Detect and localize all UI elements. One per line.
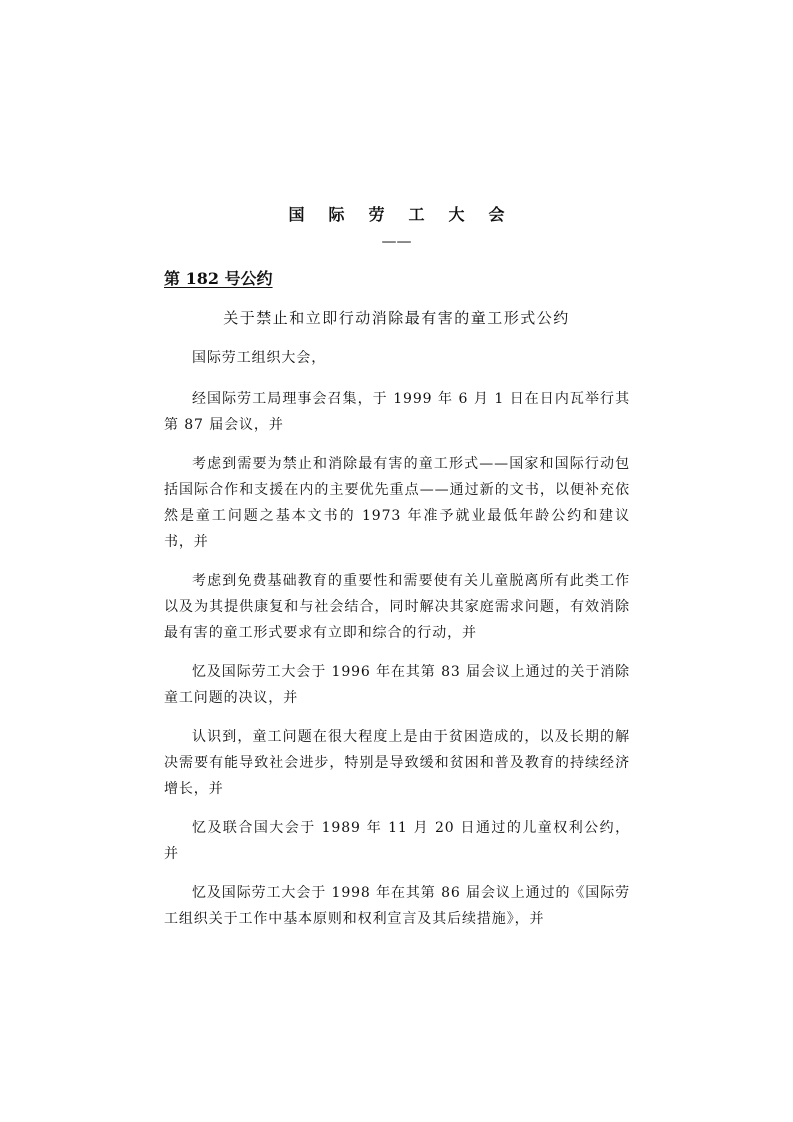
preamble-paragraph: 忆及联合国大会于 1989 年 11 月 20 日通过的儿童权利公约，并 — [164, 820, 630, 862]
convention-title: 关于禁止和立即行动消除最有害的童工形式公约 — [223, 309, 570, 327]
preamble-paragraph: 考虑到免费基础教育的重要性和需要使有关儿童脱离所有此类工作以及为其提供康复和与社会结合，同时解决其家庭需求问题，有效消除最有害的童工形式要求有立即和综合的行动，并 — [164, 573, 630, 641]
preamble-paragraph: 经国际劳工局理事会召集，于 1999 年 6 月 1 日在日内瓦举行其第 87 届会议，并 — [164, 391, 630, 433]
convention-number: 第 182 号公约 — [164, 269, 273, 288]
preamble-paragraph: 忆及国际劳工大会于 1996 年在其第 83 届会议上通过的关于消除童工问题的决议，并 — [164, 664, 630, 706]
organization-title: 国际劳工大会 — [288, 205, 529, 224]
preamble-paragraph: 国际劳工组织大会， — [192, 350, 327, 366]
preamble-paragraph: 考虑到需要为禁止和消除最有害的童工形式——国家和国际行动包括国际合作和支援在内的主要优先重点——通过新的文书，以便补充依然是童工问题之基本文书的 1973 年准予就业最低年龄公约和建议书，并 — [164, 456, 630, 550]
preamble-paragraph: 认识到，童工问题在很大程度上是由于贫困造成的，以及长期的解决需要有能导致社会进步，特别是导致缓和贫困和普及教育的持续经济增长，并 — [164, 729, 630, 797]
preamble-body — [164, 345, 630, 945]
title-rule: —— — [381, 232, 412, 250]
preamble-paragraph: 忆及国际劳工大会于 1998 年在其第 86 届会议上通过的《国际劳工组织关于工作中基本原则和权利宣言及其后续措施》，并 — [164, 885, 630, 927]
